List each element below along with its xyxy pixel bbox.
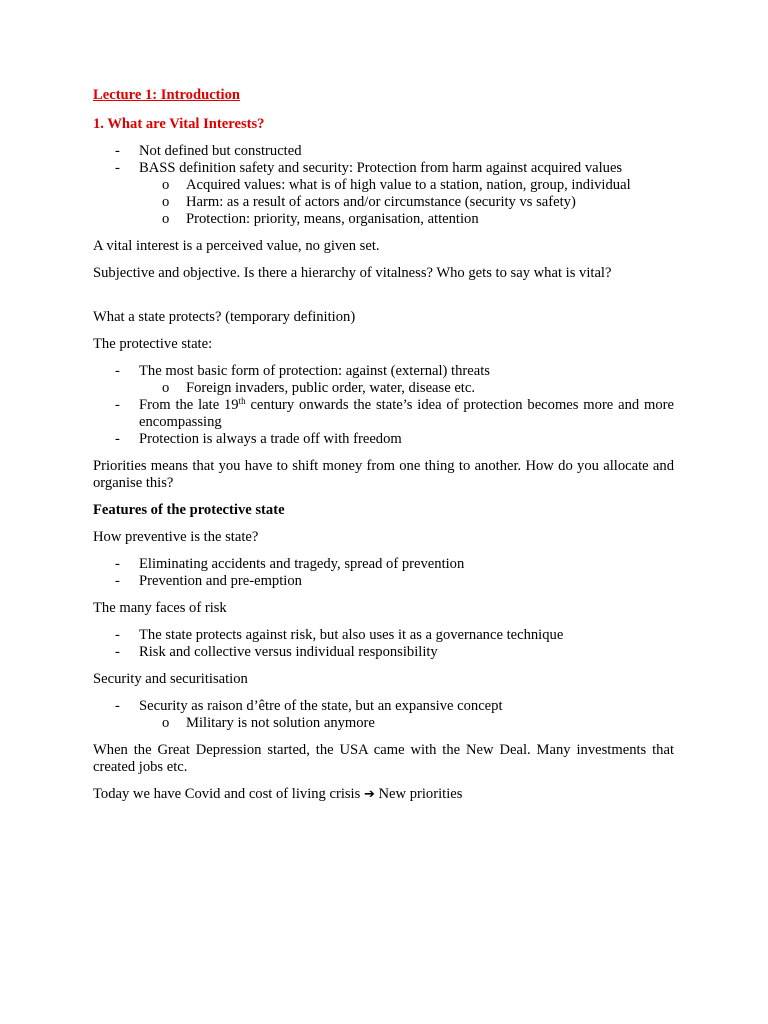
section-heading-vital-interests: 1. What are Vital Interests? [93, 116, 265, 132]
list-item [93, 698, 674, 732]
sub-list-item-text: Harm: as a result of actors and/or circumstance (security vs safety) [186, 194, 576, 210]
list-item-text: BASS definition safety and security: Protection from harm against acquired values [139, 160, 623, 176]
dash-marker: - [115, 363, 120, 379]
dash-marker: - [115, 143, 120, 159]
dash-marker: - [115, 556, 120, 572]
paragraph: When the Great Depression started, the USA came with the New Deal. Many investments that created jobs etc. [93, 742, 674, 775]
circle-marker: o [162, 715, 170, 731]
list-item [93, 431, 674, 448]
sub-list-item-text: Acquired values: what is of high value to a station, nation, group, individual [186, 177, 631, 193]
dash-marker: - [115, 397, 120, 413]
sub-list [139, 177, 674, 228]
sub-list-item [139, 211, 674, 228]
sub-list-item-text: Military is not solution anymore [186, 715, 375, 731]
security-list [93, 698, 674, 732]
sub-list-item [139, 715, 674, 732]
list-item [93, 160, 674, 228]
dash-marker: - [115, 573, 120, 589]
features-heading: Features of the protective state [93, 502, 285, 518]
list-item-text: Eliminating accidents and tragedy, spread of prevention [139, 556, 465, 572]
paragraph-text-start: Today we have Covid and cost of living crisis [93, 786, 364, 802]
paragraph-new-priorities [93, 786, 674, 803]
list-item-text: Prevention and pre-emption [139, 573, 302, 589]
sub-list-item [139, 380, 674, 397]
lecture-title: Lecture 1: Introduction [93, 87, 241, 103]
dash-marker: - [115, 627, 120, 643]
list-item [93, 644, 674, 661]
circle-marker: o [162, 380, 170, 396]
paragraph: The many faces of risk [93, 600, 227, 616]
sub-list [139, 715, 674, 732]
paragraph: How preventive is the state? [93, 529, 259, 545]
sub-list-item-text: Foreign invaders, public order, water, disease etc. [186, 380, 475, 396]
list-item [93, 143, 674, 160]
paragraph: A vital interest is a perceived value, no given set. [93, 238, 380, 254]
dash-marker: - [115, 698, 120, 714]
paragraph-text-end: New priorities [374, 786, 463, 802]
document-page [93, 87, 674, 813]
blank-line [93, 292, 674, 309]
list-item-text-start: From the late 19 [139, 397, 239, 413]
paragraph: What a state protects? (temporary definition) [93, 309, 356, 325]
sub-list-item [139, 177, 674, 194]
paragraph: The protective state: [93, 336, 213, 352]
list-item [93, 627, 674, 644]
vital-interests-list [93, 143, 674, 228]
list-item-text: The state protects against risk, but also uses it as a governance technique [139, 627, 564, 643]
circle-marker: o [162, 211, 170, 227]
protective-state-list [93, 363, 674, 448]
superscript: th [238, 396, 246, 406]
circle-marker: o [162, 177, 170, 193]
sub-list-item-text: Protection: priority, means, organisation, attention [186, 211, 479, 227]
paragraph: Subjective and objective. Is there a hierarchy of vitalness? Who gets to say what is vital? [93, 265, 612, 281]
paragraph: Priorities means that you have to shift money from one thing to another. How do you allocate and organise this? [93, 458, 674, 491]
list-item [93, 573, 674, 590]
list-item-text: Not defined but constructed [139, 143, 302, 159]
paragraph: Security and securitisation [93, 671, 248, 687]
list-item-text: Security as raison d’être of the state, but an expansive concept [139, 698, 503, 714]
prevention-list [93, 556, 674, 590]
list-item [93, 397, 674, 431]
list-item-text: The most basic form of protection: against (external) threats [139, 363, 490, 379]
list-item [93, 363, 674, 397]
dash-marker: - [115, 160, 120, 176]
dash-marker: - [115, 644, 120, 660]
circle-marker: o [162, 194, 170, 210]
risk-list [93, 627, 674, 661]
sub-list-item [139, 194, 674, 211]
list-item-text: Risk and collective versus individual responsibility [139, 644, 438, 660]
arrow-right-icon: ➔ [363, 787, 375, 802]
sub-list [139, 380, 674, 397]
list-item-text: Protection is always a trade off with freedom [139, 431, 402, 447]
list-item [93, 556, 674, 573]
list-item-text-end: century onwards the state’s idea of protection becomes more and more encompassing [139, 397, 674, 430]
dash-marker: - [115, 431, 120, 447]
